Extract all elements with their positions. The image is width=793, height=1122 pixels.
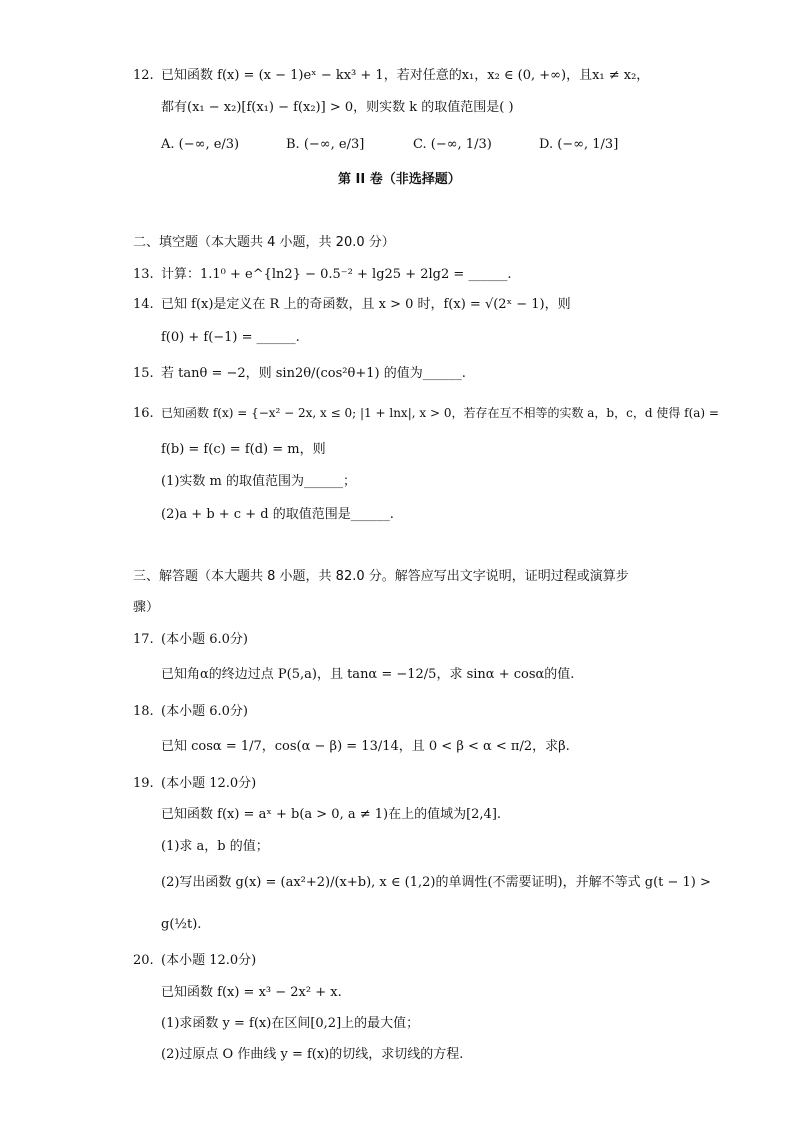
question-12-line-2: 都有(x₁ − x₂)[f(x₁) − f(x₂)] > 0，则实数 k 的取值范围是( ): [161, 100, 514, 115]
question-16-sub-1: (1)实数 m 的取值范围为______；: [161, 474, 357, 489]
question-19-number: 19.: [133, 776, 154, 791]
question-12-option-a: A. (−∞, e/3): [161, 137, 240, 152]
question-14-line-2: f(0) + f(−1) = ______.: [161, 330, 300, 345]
part-2-title: 第 II 卷（非选择题）: [338, 172, 461, 187]
section-3-heading-line-1: 三、解答题（本大题共 8 小题，共 82.0 分。解答应写出文字说明，证明过程或演算步: [133, 569, 629, 584]
question-20-score: (本小题 12.0分): [161, 953, 257, 968]
question-17-number: 17.: [133, 632, 154, 647]
question-19-score: (本小题 12.0分): [161, 776, 257, 791]
question-20-sub-2: (2)过原点 O 作曲线 y = f(x)的切线，求切线的方程.: [161, 1047, 464, 1062]
question-16-sub-2: (2)a + b + c + d 的取值范围是______.: [161, 507, 394, 522]
question-19-line-1: 已知函数 f(x) = aˣ + b(a > 0, a ≠ 1)在上的值域为[2,4].: [161, 807, 502, 822]
question-19-sub-2: (2)写出函数 g(x) = (ax²+2)/(x+b), x ∈ (1,2)的单调性(不需要证明)，并解不等式 g(t − 1) >: [161, 875, 711, 890]
question-20-line-1: 已知函数 f(x) = x³ − 2x² + x.: [161, 985, 342, 1000]
question-15-number: 15.: [133, 366, 154, 381]
question-18-number: 18.: [133, 704, 154, 719]
question-17-score: (本小题 6.0分): [161, 632, 248, 647]
question-20-sub-1: (1)求函数 y = f(x)在区间[0,2]上的最大值；: [161, 1016, 420, 1031]
question-12-number: 12.: [133, 68, 154, 83]
section-2-heading: 二、填空题（本大题共 4 小题，共 20.0 分）: [133, 235, 395, 250]
question-19-sub-1: (1)求 a，b 的值；: [161, 839, 269, 854]
question-14-number: 14.: [133, 297, 154, 312]
question-16-line-1: 已知函数 f(x) = {−x² − 2x, x ≤ 0; |1 + lnx|, x > 0，若存在互不相等的实数 a，b，c，d 使得 f(a) =: [161, 406, 719, 420]
question-13-number: 13.: [133, 267, 154, 282]
question-18-score: (本小题 6.0分): [161, 704, 248, 719]
question-20-number: 20.: [133, 953, 154, 968]
question-16-line-2: f(b) = f(c) = f(d) = m，则: [161, 442, 326, 457]
question-18-text: 已知 cosα = 1/7，cos(α − β) = 13/14，且 0 < β < α < π/2，求β.: [161, 739, 570, 754]
question-13-text: 计算：1.1⁰ + e^{ln2} − 0.5⁻² + lg25 + 2lg2 = ______.: [161, 267, 512, 282]
question-19-sub-2-continued: g(½t).: [161, 917, 202, 932]
question-15-text: 若 tanθ = −2，则 sin2θ/(cos²θ+1) 的值为______.: [161, 366, 466, 381]
question-12-line-1: 已知函数 f(x) = (x − 1)eˣ − kx³ + 1，若对任意的x₁，x₂ ∈ (0, +∞)，且x₁ ≠ x₂，: [161, 68, 650, 83]
question-17-text: 已知角α的终边过点 P(5,a)，且 tanα = −12/5，求 sinα + cosα的值.: [161, 667, 575, 682]
question-14-line-1: 已知 f(x)是定义在 R 上的奇函数，且 x > 0 时，f(x) = √(2ˣ − 1)，则: [161, 297, 571, 312]
question-12-option-c: C. (−∞, 1/3): [413, 137, 492, 152]
question-16-number: 16.: [133, 406, 154, 421]
question-12-option-d: D. (−∞, 1/3]: [539, 137, 619, 152]
section-3-heading-line-2: 骤）: [133, 600, 160, 615]
question-12-option-b: B. (−∞, e/3]: [286, 137, 365, 152]
